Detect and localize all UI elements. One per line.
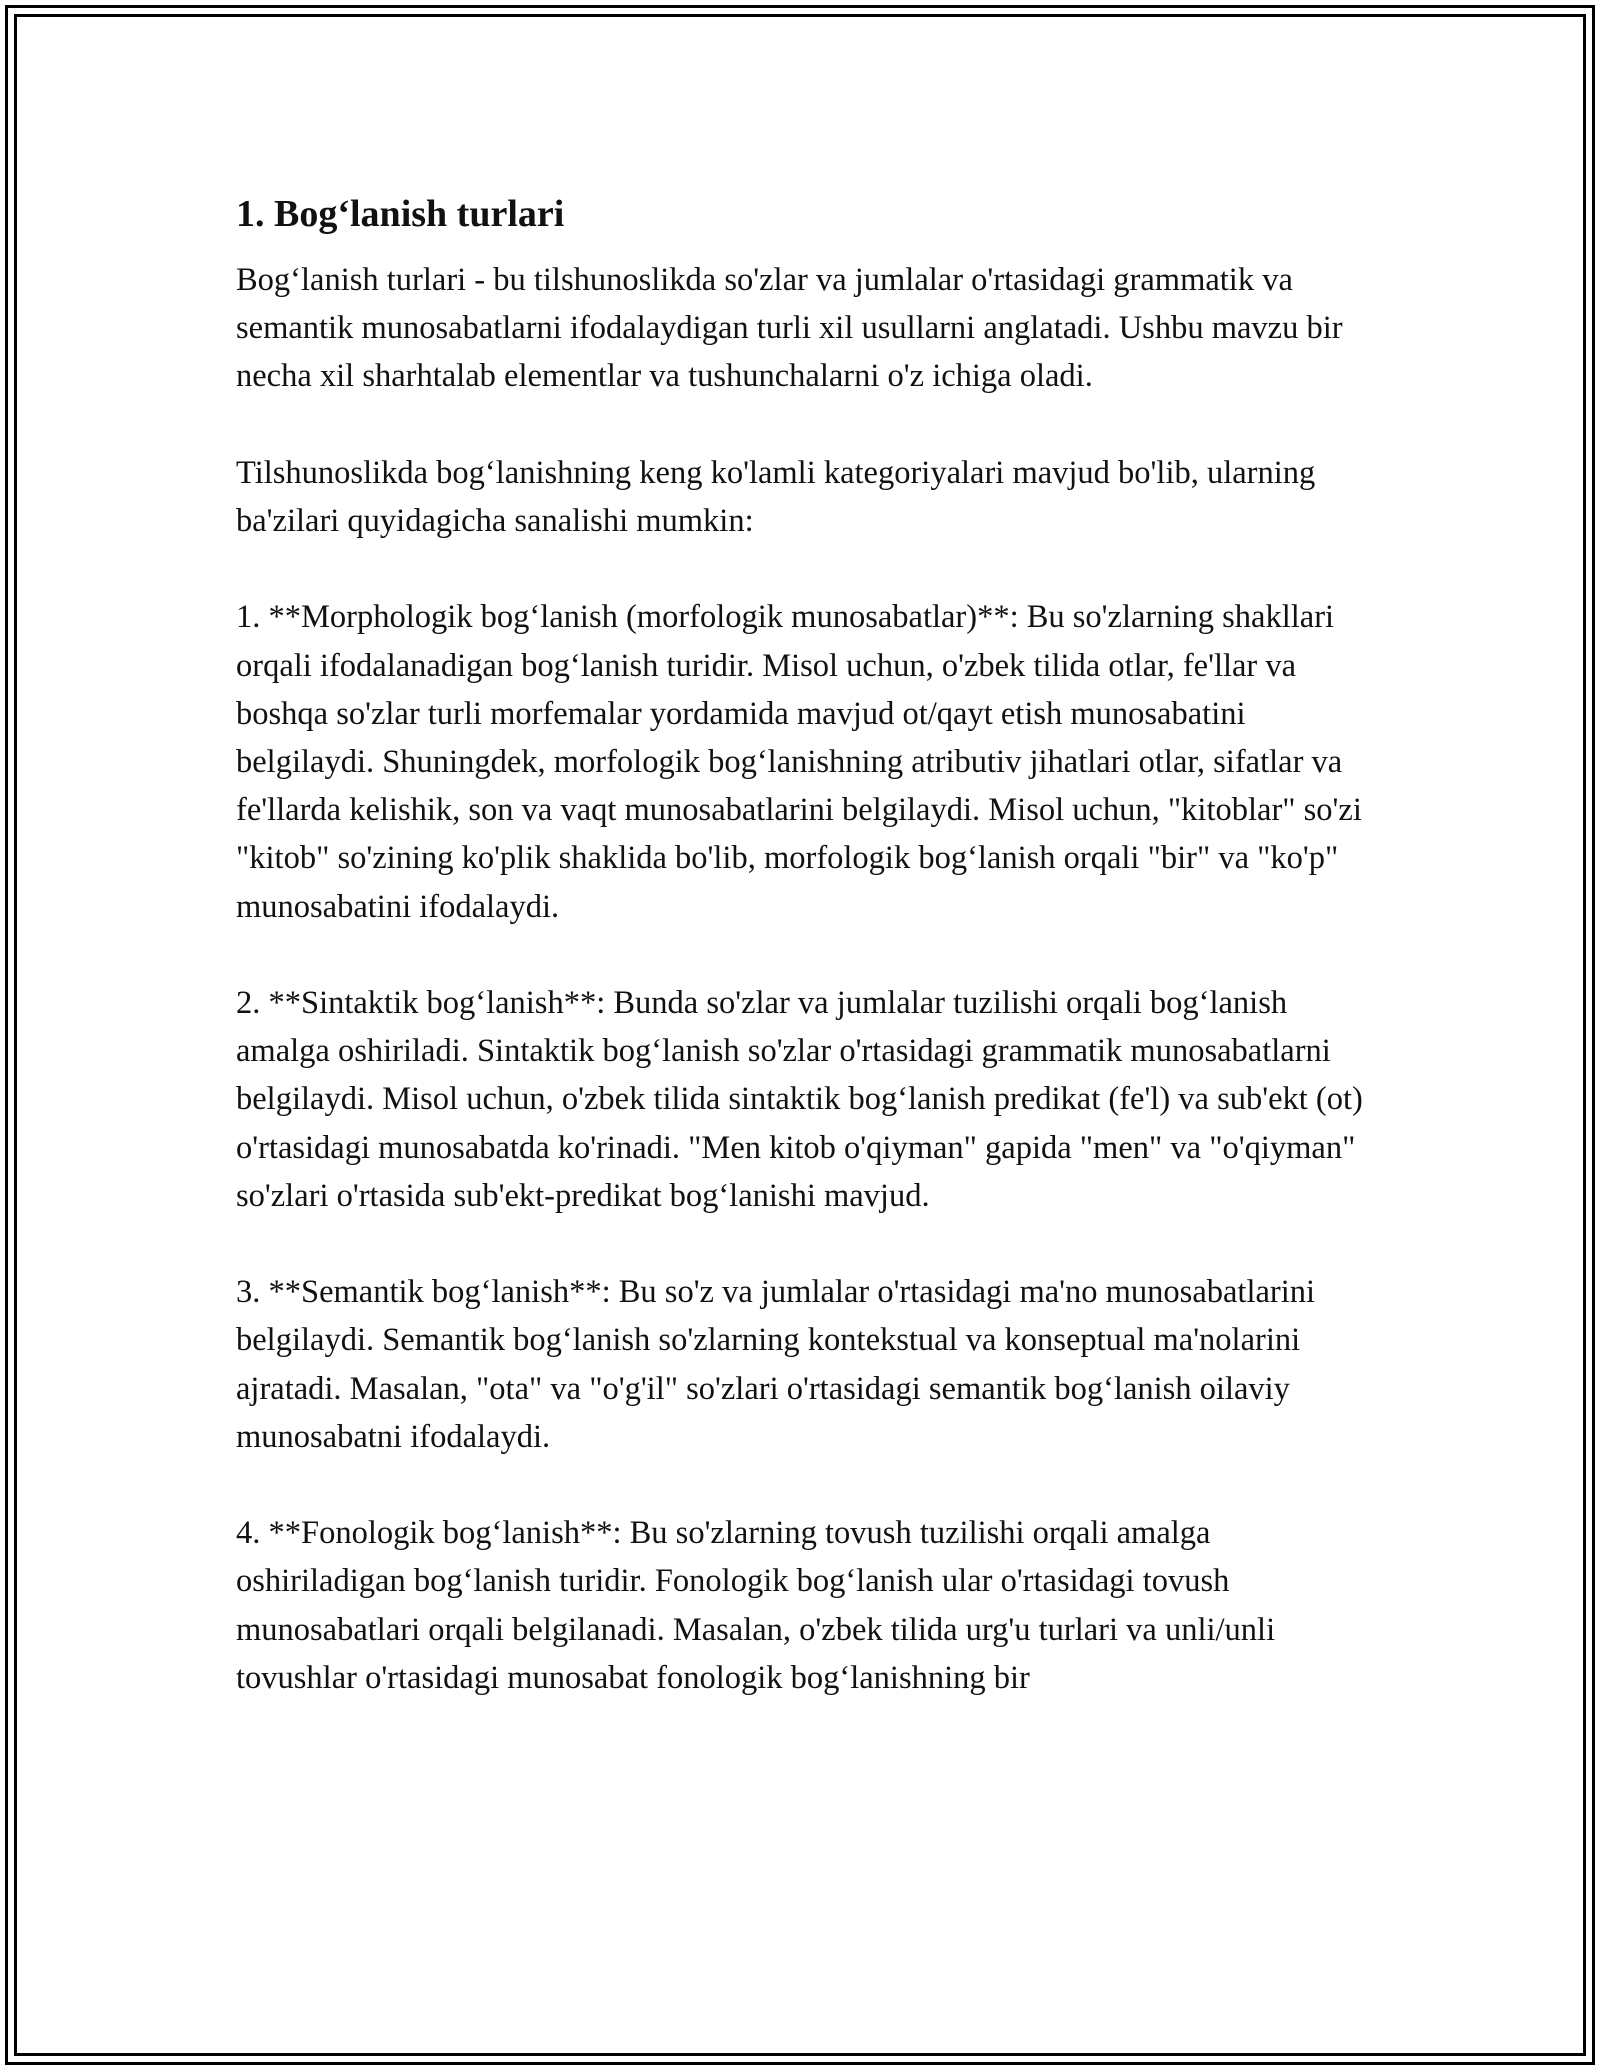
paragraph-semantic: 3. **Semantik bog‘lanish**: Bu so'z va jumlalar o'rtasidagi ma'no munosabatlarini belgilaydi. Semantik bog‘lanish so'zlarning kontekstual va konseptual ma'nolarini ajratadi. Masalan, "ota" va "o'g'il" so'zlari o'rtasidagi semantik bog‘lanish oilaviy munosabatni ifodalaydi. <box>236 1274 1316 1455</box>
paragraph-phonological: 4. **Fonologik bog‘lanish**: Bu so'zlarning tovush tuzilishi orqali amalga oshiriladigan bog‘lanish turidir. Fonologik bog‘lanish ular o'rtasidagi tovush munosabatlari orqali belgilanadi. Masalan, o'zbek tilida urg'u turlari va unli/unli tovushlar o'rtasidagi munosabat fonologik bog‘lanishning bir <box>236 1515 1276 1696</box>
paragraph-morphological: 1. **Morphologik bog‘lanish (morfologik munosabatlar)**: Bu so'zlarning shakllari orqali ifodalanadigan bog‘lanish turidir. Misol uchun, o'zbek tilida otlar, fe'llar va boshqa so'zlar turli morfemalar yordamida mavjud ot/qayt etish munosabatini belgilaydi. Shuningdek, morfologik bog‘lanishning atributiv jihatlari otlar, sifatlar va fe'llarda kelishik, son va vaqt munosabatlarini belgilaydi. Misol uchun, "kitoblar" so'zi "kitob" so'zining ko'plik shaklida bo'lib, morfologik bog‘lanish orqali "bir" va "ko'p" munosabatini ifodalaydi. <box>236 599 1362 925</box>
paragraph-syntactic: 2. **Sintaktik bog‘lanish**: Bunda so'zlar va jumlalar tuzilishi orqali bog‘lanish amalga oshiriladi. Sintaktik bog‘lanish so'zlar o'rtasidagi grammatik munosabatlarni belgilaydi. Misol uchun, o'zbek tilida sintaktik bog‘lanish predikat (fe'l) va sub'ekt (ot) o'rtasidagi munosabatda ko'rinadi. "Men kitob o'qiyman" gapida "men" va "o'qiyman" so'zlari o'rtasida sub'ekt-predikat bog‘lanishi mavjud. <box>236 985 1363 1214</box>
paragraph-categories: Tilshunoslikda bog‘lanishning keng ko'lamli kategoriyalari mavjud bo'lib, ularning ba'zilari quyidagicha sanalishi mumkin: <box>236 454 1316 539</box>
section-heading: 1. Bog‘lanish turlari <box>236 193 565 235</box>
document-body <box>236 186 1366 1750</box>
paragraph-intro: Bog‘lanish turlari - bu tilshunoslikda so'zlar va jumlalar o'rtasidagi grammatik va semantik munosabatlarni ifodalaydigan turli xil usullarni anglatadi. Ushbu mavzu bir necha xil sharhtalab elementlar va tushunchalarni o'z ichiga oladi. <box>236 262 1343 395</box>
